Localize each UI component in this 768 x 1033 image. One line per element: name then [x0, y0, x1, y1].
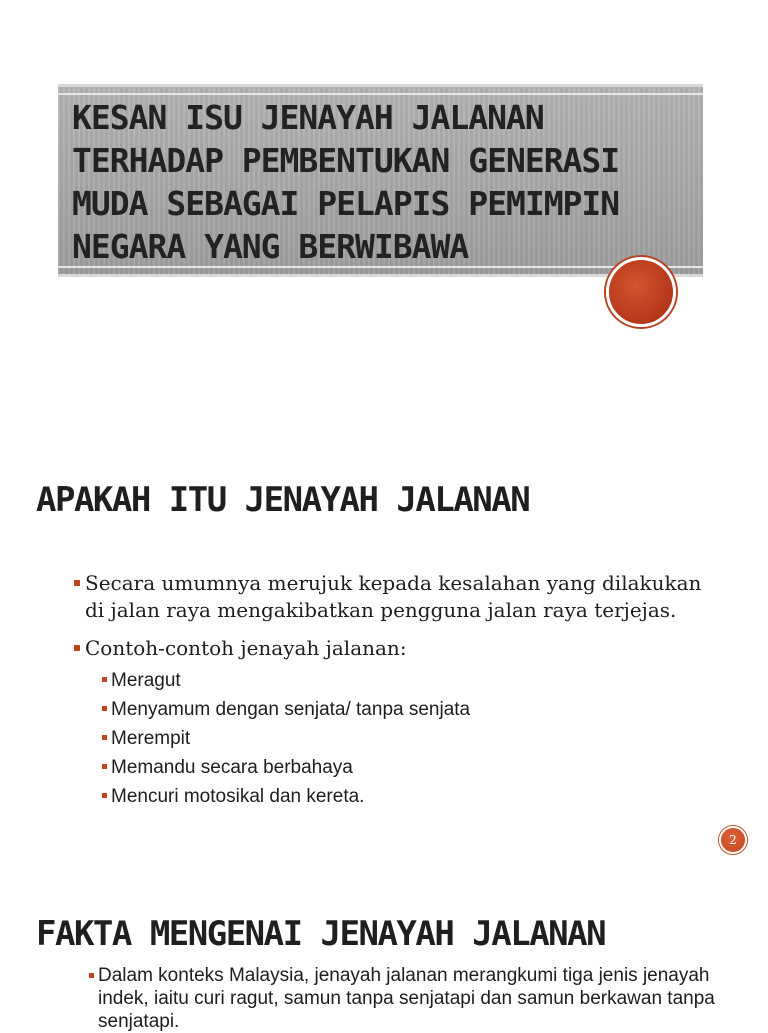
sub-bullet-text: Meragut	[111, 670, 181, 691]
bullet-list-fakta	[88, 964, 748, 1033]
decorative-orb-icon	[606, 257, 676, 327]
bullet-text: Contoh-contoh jenayah jalanan:	[85, 636, 407, 660]
square-bullet-icon	[102, 735, 107, 740]
bullet-text: Secara umumnya merujuk kepada kesalahan yang dilakukan di jalan raya mengakibatkan pengguna jalan raya terjejas.	[85, 571, 702, 622]
slide-title: KESAN ISU JENAYAH JALANAN TERHADAP PEMBENTUKAN GENERASI MUDA SEBAGAI PELAPIS PEMIMPIN NEGARA YANG BERWIBAWA	[72, 98, 620, 266]
sub-bullet-item	[101, 753, 712, 782]
bullet-item	[88, 964, 748, 1033]
section-heading-fakta: FAKTA MENGENAI JENAYAH JALANAN	[36, 914, 606, 954]
square-bullet-icon	[74, 580, 80, 586]
square-bullet-icon	[89, 973, 94, 978]
bullet-list-definition	[72, 570, 712, 822]
square-bullet-icon	[74, 645, 80, 651]
sub-bullet-item	[101, 695, 712, 724]
square-bullet-icon	[102, 677, 107, 682]
bullet-item	[72, 635, 712, 811]
bullet-text: Dalam konteks Malaysia, jenayah jalanan merangkumi tiga jenis jenayah indek, iaitu curi ragut, samun tanpa senjatapi dan samun berkawan tanpa senjatapi.	[98, 965, 715, 1032]
sub-bullet-list	[101, 666, 712, 811]
sub-bullet-item	[101, 782, 712, 811]
square-bullet-icon	[102, 764, 107, 769]
band-divider-top	[58, 93, 703, 95]
square-bullet-icon	[102, 706, 107, 711]
sub-bullet-item	[101, 666, 712, 695]
square-bullet-icon	[102, 793, 107, 798]
sub-bullet-text: Memandu secara berbahaya	[111, 757, 353, 778]
sub-bullet-text: Merempit	[111, 728, 191, 749]
sub-bullet-text: Mencuri motosikal dan kereta.	[111, 786, 365, 807]
sub-bullet-text: Menyamum dengan senjata/ tanpa senjata	[111, 699, 471, 720]
sub-bullet-item	[101, 724, 712, 753]
bullet-item	[72, 570, 712, 624]
page-number-badge: 2	[719, 826, 747, 854]
section-heading-apakah: APAKAH ITU JENAYAH JALANAN	[36, 480, 530, 520]
